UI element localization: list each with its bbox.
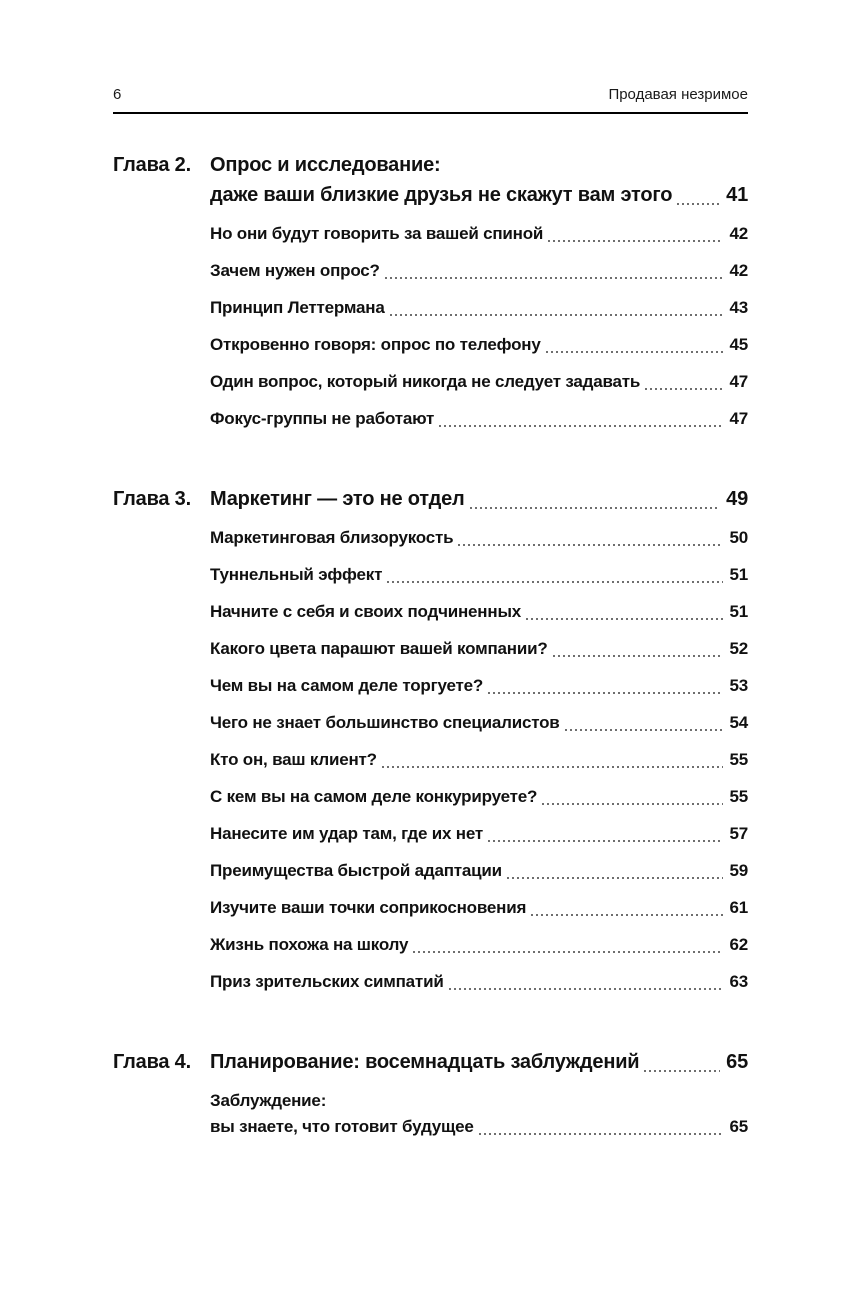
toc-page-number: 51: [729, 565, 748, 584]
toc-line-text: Туннельный эффект: [210, 565, 383, 584]
toc-line-leader: [210, 406, 748, 432]
toc-entry: [210, 1088, 748, 1140]
toc-page-number: 55: [729, 750, 748, 769]
toc-entry: [210, 784, 748, 810]
dot-leader: [526, 599, 723, 625]
dot-leader: [413, 932, 723, 958]
toc-page-number: 42: [729, 224, 748, 243]
dot-leader: [553, 636, 724, 662]
toc-line-text: Зачем нужен опрос?: [210, 261, 380, 280]
dot-leader: [488, 821, 723, 847]
toc-chapter-head: [113, 484, 748, 514]
toc-chapter: [113, 1047, 748, 1140]
page-content: [113, 0, 748, 1140]
toc-entry: [210, 332, 748, 358]
toc-page-number: 49: [726, 488, 748, 510]
toc-line-leader: [210, 969, 748, 995]
chapter-entries: [210, 525, 748, 995]
toc-entry: [210, 710, 748, 736]
dot-leader: [645, 369, 723, 395]
dot-leader: [531, 895, 723, 921]
toc-line-text: Один вопрос, который никогда не следует задавать: [210, 372, 641, 391]
toc-line-leader: [210, 1114, 748, 1140]
toc-line-text: Планирование: восемнадцать заблуждений: [210, 1051, 640, 1073]
toc-page-number: 65: [729, 1117, 748, 1136]
dot-leader: [449, 969, 724, 995]
toc-page-number: 62: [729, 935, 748, 954]
toc-line-text: Маркетинговая близорукость: [210, 528, 454, 547]
toc-line-leader: [210, 932, 748, 958]
toc-page-number: 61: [729, 898, 748, 917]
page-number: 6: [113, 86, 122, 103]
running-title: Продавая незримое: [608, 86, 748, 103]
toc-page-number: 65: [726, 1051, 748, 1073]
toc-page-number: 57: [729, 824, 748, 843]
toc-line: [210, 1088, 748, 1114]
toc-line-text: Начните с себя и своих подчиненных: [210, 602, 522, 621]
toc-chapter: [113, 150, 748, 432]
dot-leader: [507, 858, 724, 884]
toc-line-leader: [210, 747, 748, 773]
dot-leader: [385, 258, 724, 284]
dot-leader: [390, 295, 724, 321]
dot-leader: [644, 1047, 720, 1077]
toc-line-text: Маркетинг — это не отдел: [210, 488, 465, 510]
dot-leader: [546, 332, 724, 358]
toc-page-number: 54: [729, 713, 748, 732]
toc-line-text: Изучите ваши точки соприкосновения: [210, 898, 527, 917]
toc-line-leader: [210, 710, 748, 736]
toc-line-text: Нанесите им удар там, где их нет: [210, 824, 484, 843]
dot-leader: [488, 673, 723, 699]
toc-line-leader: [210, 180, 748, 210]
toc-line-leader: [210, 295, 748, 321]
chapter-label: Глава 3.: [113, 488, 191, 510]
toc-page-number: 51: [729, 602, 748, 621]
toc-line-leader: [210, 562, 748, 588]
dot-leader: [439, 406, 723, 432]
toc-line-text: даже ваши близкие друзья не скажут вам этого: [210, 184, 673, 206]
chapter-title: [210, 150, 748, 210]
toc-chapter-head: [113, 1047, 748, 1077]
toc-page-number: 47: [729, 372, 748, 391]
toc-line-leader: [210, 636, 748, 662]
toc-line-leader: [210, 484, 748, 514]
toc-page-number: 52: [729, 639, 748, 658]
toc-line-text: Приз зрительских симпатий: [210, 972, 444, 991]
toc-line-leader: [210, 858, 748, 884]
toc-chapter-head: [113, 150, 748, 210]
toc-page-number: 63: [729, 972, 748, 991]
header-rule: [113, 112, 748, 114]
toc-page-number: 59: [729, 861, 748, 880]
toc-line-text: Опрос и исследование:: [210, 154, 441, 176]
chapter-title: [210, 484, 748, 514]
toc-line-text: Принцип Леттермана: [210, 298, 385, 317]
chapter-title: [210, 1047, 748, 1077]
toc-line-text: Преимущества быстрой адаптации: [210, 861, 502, 880]
toc-entry: [210, 599, 748, 625]
toc-page-number: 47: [729, 409, 748, 428]
toc-line-leader: [210, 332, 748, 358]
toc-entry: [210, 525, 748, 551]
chapter-label: Глава 4.: [113, 1051, 191, 1073]
toc-page-number: 45: [729, 335, 748, 354]
toc-entry: [210, 562, 748, 588]
toc-line-text: вы знаете, что готовит будущее: [210, 1117, 474, 1136]
toc-line-leader: [210, 258, 748, 284]
chapter-entries: [210, 221, 748, 432]
toc-entry: [210, 295, 748, 321]
dot-leader: [382, 747, 724, 773]
dot-leader: [565, 710, 724, 736]
toc-entry: [210, 636, 748, 662]
toc-entry: [210, 895, 748, 921]
toc-line-text: Жизнь похожа на школу: [210, 935, 409, 954]
toc-entry: [210, 932, 748, 958]
toc-line-leader: [210, 673, 748, 699]
toc-line-leader: [210, 369, 748, 395]
toc-line-leader: [210, 784, 748, 810]
toc-entry: [210, 747, 748, 773]
toc-line-leader: [210, 525, 748, 551]
toc-line-leader: [210, 821, 748, 847]
toc-entry: [210, 969, 748, 995]
toc: [113, 150, 748, 1140]
dot-leader: [470, 484, 721, 514]
dot-leader: [677, 180, 720, 210]
toc-line-leader: [210, 221, 748, 247]
dot-leader: [548, 221, 723, 247]
toc-chapter: [113, 484, 748, 995]
toc-page-number: 55: [729, 787, 748, 806]
dot-leader: [458, 525, 723, 551]
toc-page-number: 43: [729, 298, 748, 317]
running-header: [113, 0, 748, 103]
toc-entry: [210, 858, 748, 884]
toc-entry: [210, 221, 748, 247]
toc-entry: [210, 821, 748, 847]
toc-entry: [210, 258, 748, 284]
toc-line-text: С кем вы на самом деле конкурируете?: [210, 787, 538, 806]
toc-line: [210, 150, 748, 180]
toc-entry: [210, 369, 748, 395]
dot-leader: [542, 784, 723, 810]
toc-entry: [210, 406, 748, 432]
toc-entry: [210, 673, 748, 699]
dot-leader: [387, 562, 723, 588]
toc-line-text: Фокус-группы не работают: [210, 409, 435, 428]
toc-line-text: Заблуждение:: [210, 1091, 327, 1110]
toc-line-leader: [210, 599, 748, 625]
toc-page-number: 50: [729, 528, 748, 547]
toc-line-text: Чего не знает большинство специалистов: [210, 713, 560, 732]
chapter-entries: [210, 1088, 748, 1140]
toc-line-text: Кто он, ваш клиент?: [210, 750, 377, 769]
toc-line-text: Какого цвета парашют вашей компании?: [210, 639, 548, 658]
toc-line-text: Откровенно говоря: опрос по телефону: [210, 335, 541, 354]
toc-line-text: Но они будут говорить за вашей спиной: [210, 224, 544, 243]
toc-page-number: 42: [729, 261, 748, 280]
dot-leader: [479, 1114, 724, 1140]
toc-line-leader: [210, 895, 748, 921]
toc-page-number: 41: [726, 184, 748, 206]
toc-line-leader: [210, 1047, 748, 1077]
chapter-label: Глава 2.: [113, 154, 191, 176]
toc-line-text: Чем вы на самом деле торгуете?: [210, 676, 484, 695]
toc-page-number: 53: [729, 676, 748, 695]
